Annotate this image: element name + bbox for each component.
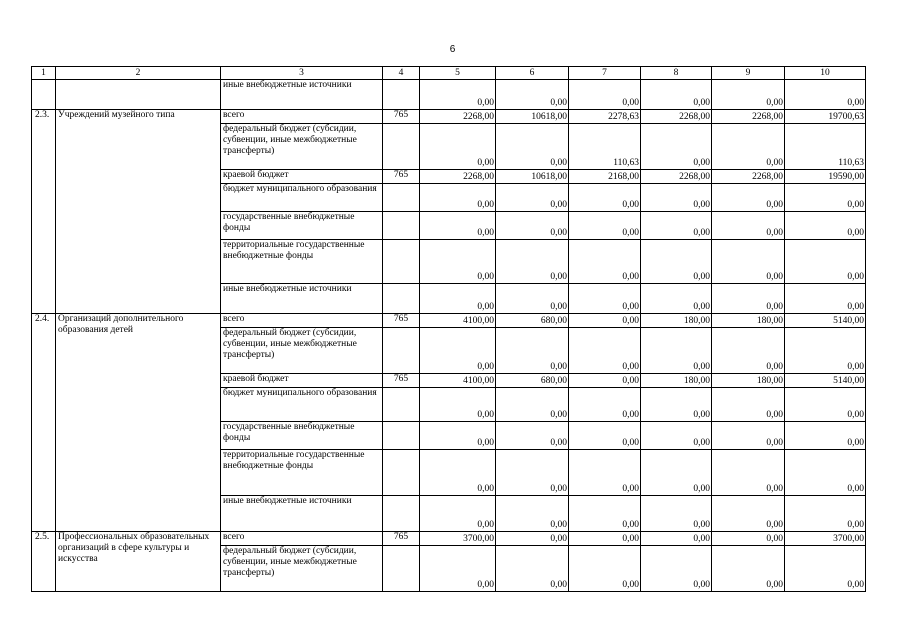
value-cell: 0,00 [785, 284, 866, 314]
value-cell: 180,00 [712, 314, 785, 328]
header-cell: 4 [383, 67, 420, 80]
header-cell: 5 [420, 67, 496, 80]
value-cell: 0,00 [712, 496, 785, 532]
value-cell: 0,00 [712, 450, 785, 496]
value-cell: 5140,00 [785, 374, 866, 388]
value-cell: 0,00 [712, 240, 785, 284]
value-cell: 0,00 [785, 546, 866, 592]
value-cell: 0,00 [569, 496, 641, 532]
header-cell: 8 [641, 67, 712, 80]
value-cell: 0,00 [569, 374, 641, 388]
value-cell: 0,00 [420, 80, 496, 110]
value-cell: 0,00 [641, 546, 712, 592]
value-cell: 2268,00 [420, 170, 496, 184]
value-cell: 0,00 [641, 422, 712, 450]
value-cell: 0,00 [569, 422, 641, 450]
table-body [32, 67, 866, 592]
source-cell: иные внебюджетные источники [221, 496, 383, 532]
value-cell: 0,00 [641, 496, 712, 532]
value-cell: 0,00 [641, 532, 712, 546]
value-cell: 0,00 [420, 328, 496, 374]
source-cell: всего [221, 532, 383, 546]
source-cell: федеральный бюджет (субсидии, субвенции, иные межбюджетные трансферты) [221, 546, 383, 592]
value-cell: 2268,00 [641, 170, 712, 184]
value-cell: 0,00 [785, 328, 866, 374]
value-cell: 5140,00 [785, 314, 866, 328]
value-cell: 0,00 [496, 388, 569, 422]
value-cell: 0,00 [641, 80, 712, 110]
value-cell: 0,00 [496, 240, 569, 284]
value-cell: 110,63 [569, 124, 641, 170]
value-cell: 0,00 [496, 184, 569, 212]
value-cell: 0,00 [569, 80, 641, 110]
value-cell: 0,00 [712, 80, 785, 110]
value-cell: 0,00 [785, 422, 866, 450]
source-cell: всего [221, 110, 383, 124]
value-cell: 19700,63 [785, 110, 866, 124]
value-cell: 680,00 [496, 374, 569, 388]
table-row [32, 532, 866, 546]
value-cell: 0,00 [569, 328, 641, 374]
source-cell: федеральный бюджет (субсидии, субвенции, иные межбюджетные трансферты) [221, 328, 383, 374]
value-cell: 4100,00 [420, 374, 496, 388]
code-cell [383, 184, 420, 212]
value-cell: 0,00 [569, 450, 641, 496]
value-cell: 0,00 [496, 422, 569, 450]
source-cell: территориальные государственные внебюджетные фонды [221, 450, 383, 496]
code-cell [383, 124, 420, 170]
value-cell: 0,00 [712, 388, 785, 422]
source-cell: бюджет муниципального образования [221, 388, 383, 422]
value-cell: 0,00 [420, 240, 496, 284]
value-cell: 0,00 [420, 388, 496, 422]
value-cell: 0,00 [496, 546, 569, 592]
value-cell: 0,00 [641, 450, 712, 496]
value-cell: 0,00 [569, 532, 641, 546]
value-cell: 19590,00 [785, 170, 866, 184]
value-cell: 0,00 [420, 450, 496, 496]
value-cell: 2268,00 [641, 110, 712, 124]
value-cell: 0,00 [641, 184, 712, 212]
table-row [32, 314, 866, 328]
code-cell [383, 284, 420, 314]
code-cell: 765 [383, 374, 420, 388]
value-cell: 10618,00 [496, 110, 569, 124]
header-cell: 6 [496, 67, 569, 80]
value-cell: 0,00 [420, 496, 496, 532]
value-cell: 180,00 [641, 374, 712, 388]
value-cell: 0,00 [420, 422, 496, 450]
value-cell: 0,00 [496, 496, 569, 532]
source-cell: краевой бюджет [221, 374, 383, 388]
code-cell: 765 [383, 532, 420, 546]
value-cell: 680,00 [496, 314, 569, 328]
value-cell: 2268,00 [420, 110, 496, 124]
value-cell: 0,00 [496, 284, 569, 314]
code-cell [383, 546, 420, 592]
page-number: 6 [449, 44, 456, 55]
value-cell: 0,00 [496, 328, 569, 374]
header-row [32, 67, 866, 80]
value-cell: 0,00 [641, 212, 712, 240]
value-cell: 0,00 [712, 328, 785, 374]
section-index: 2.5. [32, 532, 56, 592]
value-cell: 0,00 [785, 240, 866, 284]
value-cell: 10618,00 [496, 170, 569, 184]
code-cell [383, 80, 420, 110]
source-cell: всего [221, 314, 383, 328]
code-cell [383, 388, 420, 422]
value-cell: 3700,00 [785, 532, 866, 546]
value-cell: 0,00 [420, 124, 496, 170]
value-cell: 0,00 [785, 212, 866, 240]
value-cell: 0,00 [420, 212, 496, 240]
value-cell: 0,00 [569, 284, 641, 314]
source-cell: государственные внебюджетные фонды [221, 422, 383, 450]
header-cell: 9 [712, 67, 785, 80]
section-index: 2.3. [32, 110, 56, 314]
value-cell: 0,00 [785, 184, 866, 212]
table-row [32, 80, 866, 110]
value-cell: 0,00 [785, 80, 866, 110]
section-name: Организаций дополнительного образования детей [56, 314, 221, 532]
value-cell: 0,00 [420, 546, 496, 592]
budget-table [31, 66, 866, 592]
value-cell: 2268,00 [712, 170, 785, 184]
value-cell: 0,00 [496, 450, 569, 496]
value-cell: 0,00 [569, 388, 641, 422]
code-cell: 765 [383, 110, 420, 124]
value-cell: 0,00 [569, 212, 641, 240]
table-row [32, 110, 866, 124]
source-cell: территориальные государственные внебюджетные фонды [221, 240, 383, 284]
source-cell: иные внебюджетные источники [221, 80, 383, 110]
source-cell: бюджет муниципального образования [221, 184, 383, 212]
value-cell: 0,00 [496, 124, 569, 170]
value-cell: 0,00 [496, 212, 569, 240]
header-cell: 3 [221, 67, 383, 80]
code-cell [383, 450, 420, 496]
code-cell [383, 496, 420, 532]
section-name: Учреждений музейного типа [56, 110, 221, 314]
value-cell: 2278,63 [569, 110, 641, 124]
code-cell [383, 422, 420, 450]
value-cell: 0,00 [712, 532, 785, 546]
code-cell [383, 240, 420, 284]
value-cell: 3700,00 [420, 532, 496, 546]
value-cell: 0,00 [641, 284, 712, 314]
source-cell: иные внебюджетные источники [221, 284, 383, 314]
value-cell: 180,00 [641, 314, 712, 328]
code-cell: 765 [383, 170, 420, 184]
value-cell: 0,00 [641, 388, 712, 422]
source-cell: федеральный бюджет (субсидии, субвенции, иные межбюджетные трансферты) [221, 124, 383, 170]
header-cell: 1 [32, 67, 56, 80]
value-cell: 0,00 [569, 184, 641, 212]
header-cell: 10 [785, 67, 866, 80]
value-cell: 180,00 [712, 374, 785, 388]
index-cell [32, 80, 56, 110]
value-cell: 0,00 [785, 496, 866, 532]
source-cell: государственные внебюджетные фонды [221, 212, 383, 240]
code-cell [383, 328, 420, 374]
value-cell: 0,00 [712, 422, 785, 450]
value-cell: 0,00 [420, 184, 496, 212]
value-cell: 0,00 [712, 124, 785, 170]
value-cell: 0,00 [496, 80, 569, 110]
value-cell: 4100,00 [420, 314, 496, 328]
value-cell: 0,00 [712, 284, 785, 314]
value-cell: 0,00 [496, 532, 569, 546]
section-name: Профессиональных образовательных организаций в сфере культуры и искусства [56, 532, 221, 592]
section-index: 2.4. [32, 314, 56, 532]
value-cell: 0,00 [569, 546, 641, 592]
value-cell: 2268,00 [712, 110, 785, 124]
header-cell: 2 [56, 67, 221, 80]
value-cell: 2168,00 [569, 170, 641, 184]
value-cell: 0,00 [641, 124, 712, 170]
header-cell: 7 [569, 67, 641, 80]
value-cell: 0,00 [569, 314, 641, 328]
value-cell: 110,63 [785, 124, 866, 170]
code-cell: 765 [383, 314, 420, 328]
value-cell: 0,00 [641, 240, 712, 284]
value-cell: 0,00 [420, 284, 496, 314]
code-cell [383, 212, 420, 240]
value-cell: 0,00 [712, 212, 785, 240]
value-cell: 0,00 [712, 546, 785, 592]
value-cell: 0,00 [712, 184, 785, 212]
value-cell: 0,00 [641, 328, 712, 374]
value-cell: 0,00 [569, 240, 641, 284]
source-cell: краевой бюджет [221, 170, 383, 184]
value-cell: 0,00 [785, 450, 866, 496]
name-cell [56, 80, 221, 110]
value-cell: 0,00 [785, 388, 866, 422]
